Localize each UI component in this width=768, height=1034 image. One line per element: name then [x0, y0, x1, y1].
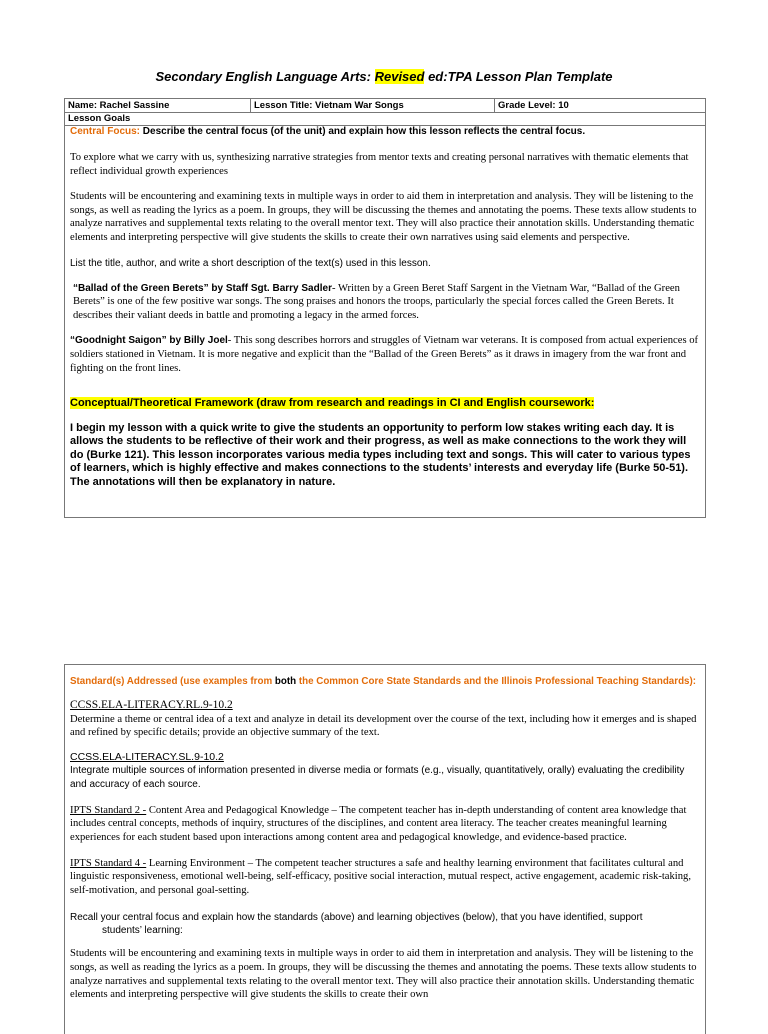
central-focus-label: Central Focus: — [70, 126, 141, 137]
standards-heading-a: Standard(s) Addressed (use examples from — [70, 676, 275, 687]
ccss2-code: CCSS.ELA-LITERACY.SL.9-10.2 — [70, 750, 224, 763]
text1-desc: - Written by a Green Beret Staff Sargent in the Vietnam War, “Ballad of the Green Berets” is one of the few positive war songs. The song praises and honors the troops, particularly the special forces called the Green Berets. It describes their valiant deeds in battle and promoting a legacy in the armed forces. — [73, 282, 680, 321]
ccss1-code: CCSS.ELA-LITERACY.RL.9-10.2 — [70, 699, 233, 711]
standards-section — [65, 665, 705, 1002]
header-row — [65, 99, 705, 113]
framework-heading-text: Conceptual/Theoretical Framework (draw from research and readings in CI and English coursework: — [70, 397, 595, 410]
lesson-goals-label: Lesson Goals — [65, 113, 705, 126]
standards-heading-c: the Common Core State Standards and the Illinois Professional Teaching Standards): — [296, 676, 697, 687]
standards-table — [64, 664, 706, 1034]
central-focus-prompt: Describe the central focus (of the unit) and explain how this lesson reflects the central focus. — [140, 126, 586, 137]
grade-level-cell: Grade Level: 10 — [498, 100, 569, 111]
standards-heading — [70, 676, 700, 688]
recall-prompt-line2: students’ learning: — [102, 925, 183, 937]
title-suffix: ed:TPA Lesson Plan Template — [424, 69, 613, 84]
text2-desc: - This song describes horrors and struggles of Vietnam war veterans. It is composed from actual experiences of soldiers stationed in Vietnam. It is more negative and explicit than the “Ballad of the Green Berets” as it draws in imagery from the war front and fighting on the front lines. — [70, 335, 699, 374]
recall-prompt-line1: Recall your central focus and explain how the standards (above) and learning objectives (below), that you have identified, support — [70, 912, 643, 924]
central-focus-statement: To explore what we carry with us, synthesizing narrative strategies from mentor texts and creating personal narratives with thematic elements that reflect individual growth experiences — [70, 152, 689, 177]
ccss2-text: Integrate multiple sources of information presented in diverse media or formats (e.g., visually, quantitatively, orally) evaluating the credibility and accuracy of each source. — [70, 764, 685, 790]
texts-prompt: List the title, author, and write a short description of the text(s) used in this lesson. — [70, 257, 431, 269]
text2-description — [70, 334, 700, 375]
ipts2-code: IPTS Standard 2 - — [70, 804, 147, 816]
ipts2-text: Content Area and Pedagogical Knowledge – The competent teacher has in-depth understanding of content area knowledge that includes central concepts, methods of inquiry, structures of the disciplines, and content area literacy. The teacher creates meaningful learning experiences for each student based upon interactions among content area and pedagogical knowledge, and evidence-based practice. — [70, 804, 687, 843]
lesson-info-table — [64, 98, 706, 518]
text1-title: “Ballad of the Green Berets” by Staff Sgt. Barry Sadler — [73, 282, 332, 294]
central-focus-heading — [70, 126, 700, 138]
text2-title: “Goodnight Saigon” by Billy Joel — [70, 335, 228, 347]
document-title — [0, 69, 768, 84]
ipts4 — [70, 857, 700, 898]
name-cell: Name: Rachel Sassine — [65, 99, 251, 112]
framework-heading — [70, 397, 700, 411]
title-prefix: Secondary English Language Arts: — [155, 69, 375, 84]
ipts4-code: IPTS Standard 4 - — [70, 857, 147, 869]
framework-body: I begin my lesson with a quick write to give the students an opportunity to perform low stakes writing each day. It is allows the students to be reflective of their work and their progress, as well as make connections to the work they will do (Burke 121). This lesson incorporates various media types including text and songs. This will cater to various types of learners, which is highly effective and makes connections to the students’ interests and everyday life (Burke 50-51). The annotations will then be explanatory in nature. — [70, 421, 691, 488]
text1-description — [70, 282, 700, 323]
central-focus-explanation: Students will be encountering and examining texts in multiple ways in order to aid them in interpretation and analysis. They will be listening to the songs, as well as reading the lyrics as a poem. In groups, they will be discussing the themes and annotating the poems. These texts allow students to analyze narratives and supplemental texts relating to the overall mentor text. They will also practice their annotation skills. Understanding thematic elements and interpreting perspective will give students the skills to create their own narratives using said elements and perspective. — [70, 191, 697, 243]
ccss1-text: Determine a theme or central idea of a text and analyze in detail its development over the course of the text, including how it emerges and is shaped and refined by specific details; provide an objective summary of the text. — [70, 713, 697, 739]
standards-closing: Students will be encountering and examining texts in multiple ways in order to aid them in interpretation and analysis. They will be listening to the songs, as well as reading the lyrics as a poem. In groups, they will be discussing the themes and annotating the poems. These texts allow students to analyze narratives and supplemental texts relating to the overall mentor text. They will also practice their annotation skills. Understanding thematic elements and interpreting perspective will give students the skills to create their own — [70, 948, 697, 1001]
standards-heading-b: both — [274, 676, 297, 687]
title-highlight: Revised — [374, 69, 425, 84]
central-focus-section — [65, 126, 705, 489]
lesson-title-cell: Lesson Title: Vietnam War Songs — [251, 99, 495, 112]
ipts4-text: Learning Environment – The competent teacher structures a safe and healthy learning environment that facilitates cultural and linguistic responsiveness, emotional well-being, self-efficacy, positive social interaction, mutual respect, active engagement, academic risk-taking, self-motivation, and personal goal-setting. — [70, 857, 691, 896]
ipts2 — [70, 804, 700, 845]
